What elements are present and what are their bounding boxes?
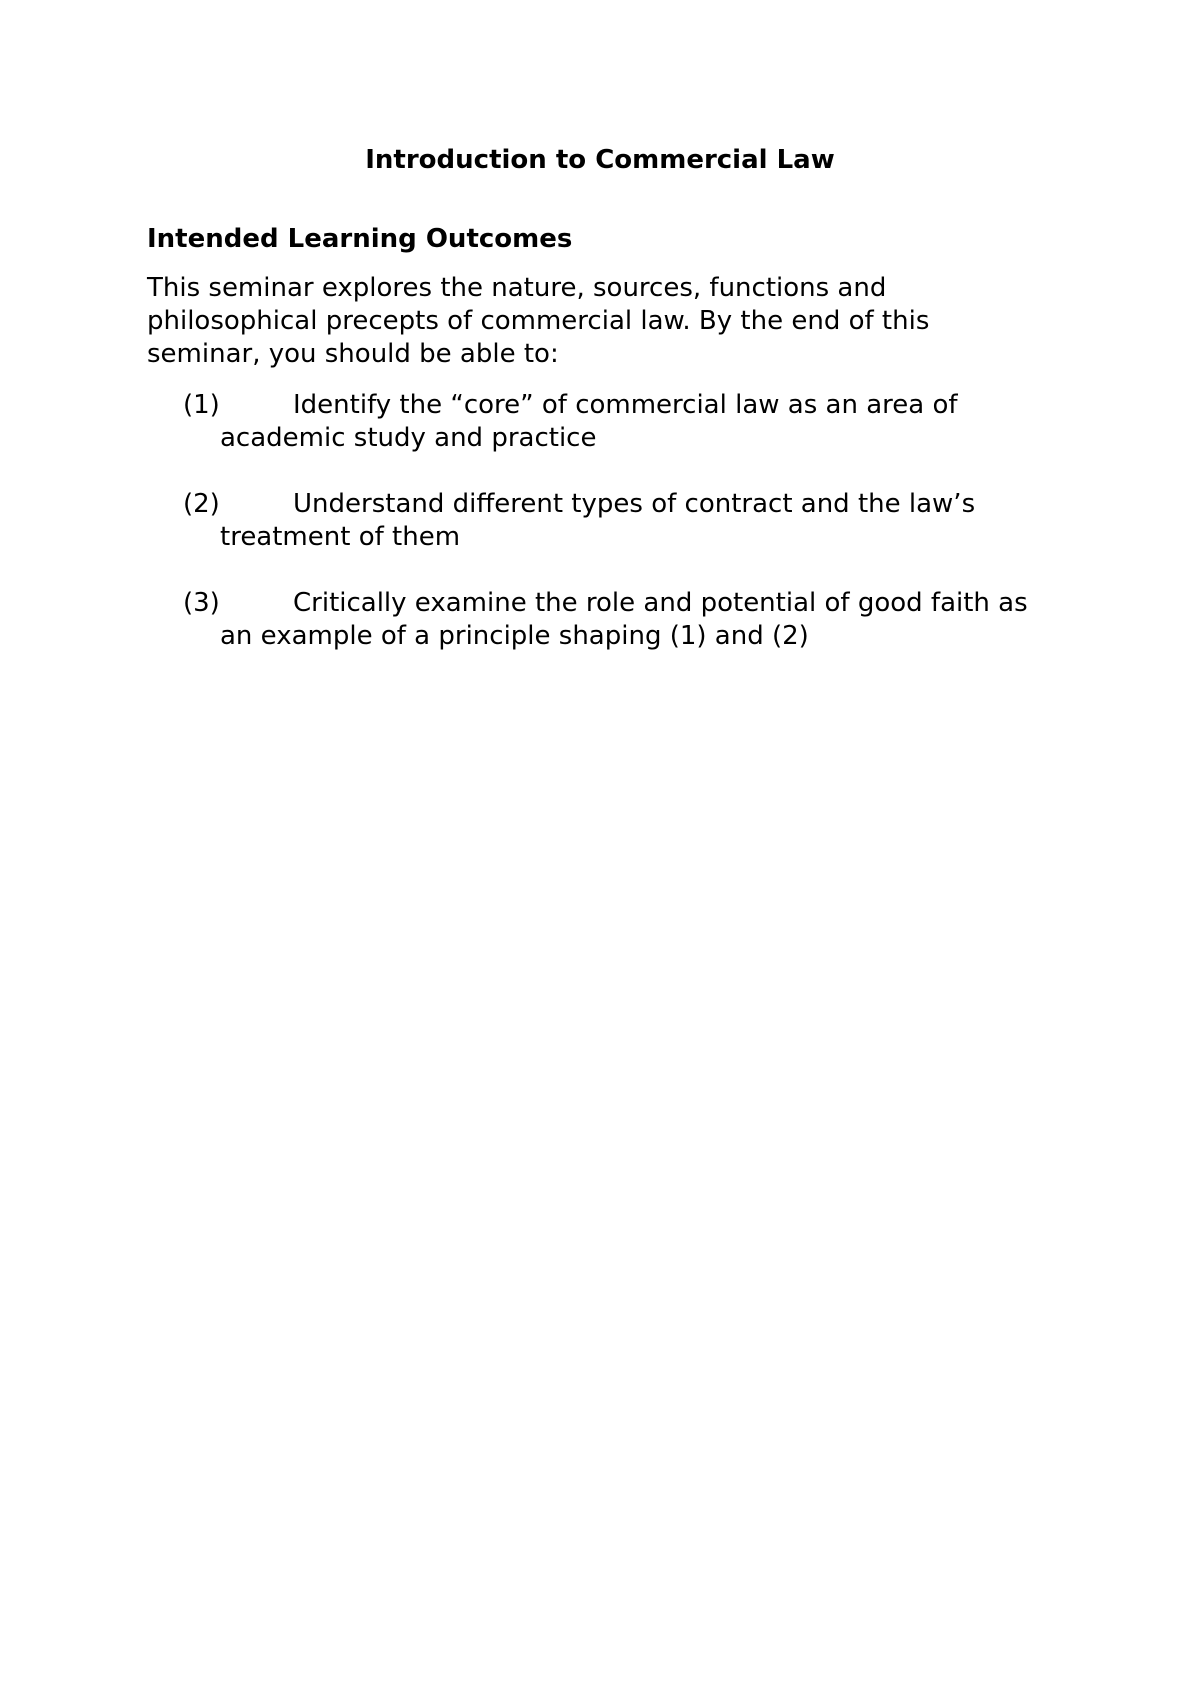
document-title: Introduction to Commercial Law: [365, 145, 835, 175]
learning-outcomes-list: [183, 389, 1063, 686]
outcome-number: (3): [183, 588, 220, 618]
outcome-number: (2): [183, 489, 220, 519]
learning-outcome-item: [183, 587, 1063, 653]
learning-outcome-item: [183, 389, 1063, 455]
outcome-text: Critically examine the role and potential of good faith as an example of a principle shaping (1) and (2): [220, 588, 1028, 651]
outcome-text: Identify the “core” of commercial law as an area of academic study and practice: [220, 390, 958, 453]
learning-outcome-item: [183, 488, 1063, 554]
outcome-text: Understand different types of contract and the law’s treatment of them: [220, 489, 976, 552]
intro-paragraph: This seminar explores the nature, sources, functions and philosophical precepts of commercial law. By the end of this seminar, you should be able to:: [147, 273, 930, 369]
outcome-number: (1): [183, 390, 220, 420]
section-heading: Intended Learning Outcomes: [147, 224, 573, 254]
